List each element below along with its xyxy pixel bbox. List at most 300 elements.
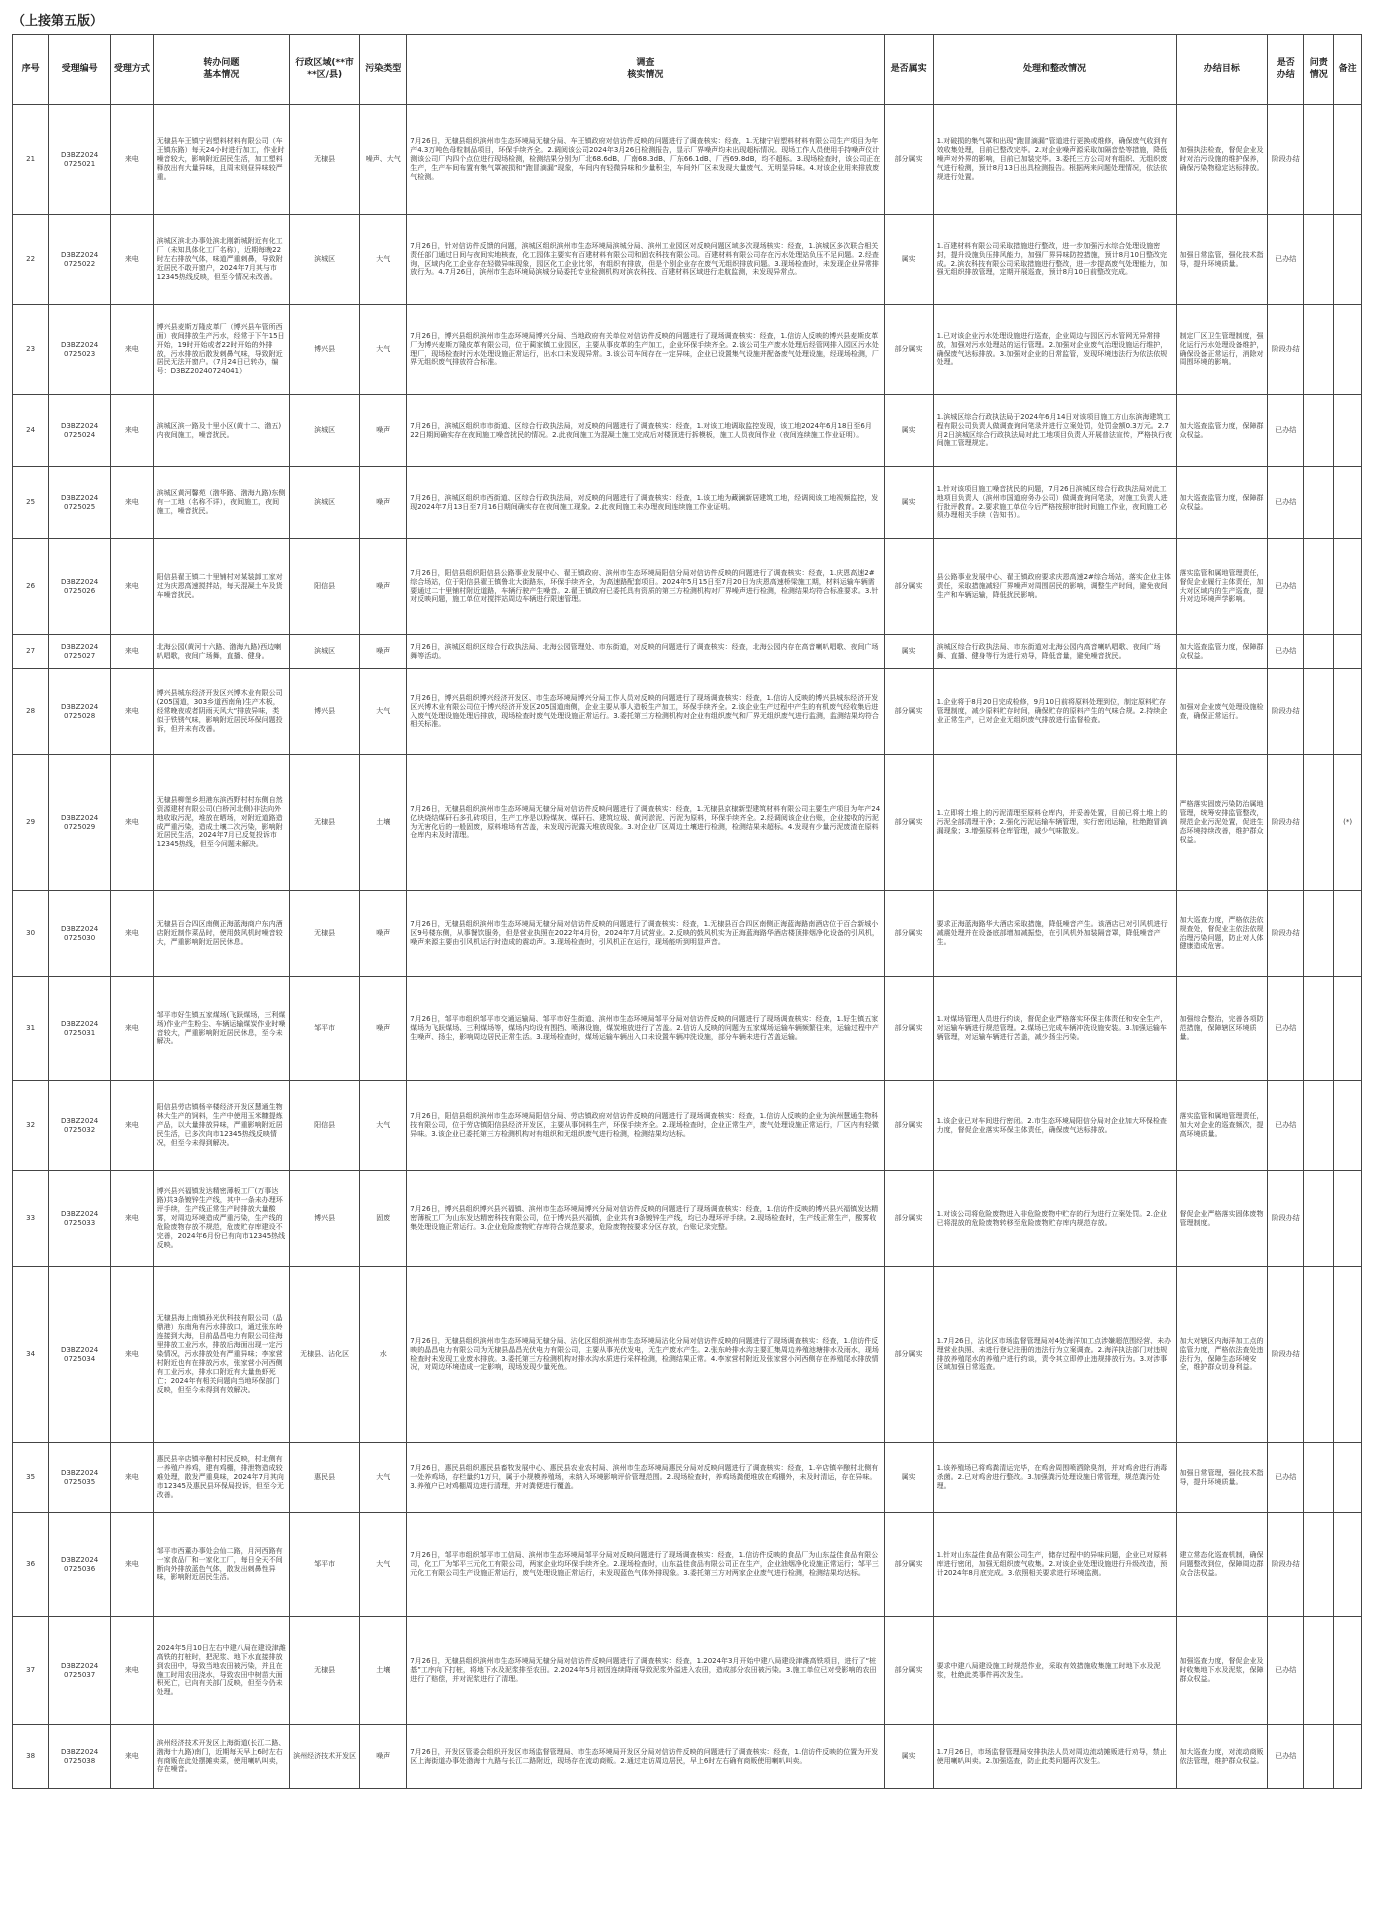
- cell-goal: [1176, 467, 1268, 539]
- cell-case-id-text: D3BZ2024 0725036: [60, 1555, 99, 1573]
- cell-case-id-text: D3BZ2024 0725032: [60, 1116, 99, 1134]
- cell-measures-text: 1.该养殖场已将鸡粪清运完毕，在鸡舍周围喷洒除臭剂，并对鸡舍进行消毒杀菌。2.已对鸡舍进行整改。3.加强粪污处理设施日常管理，规范粪污处理。: [936, 1464, 1168, 1490]
- cell-accountability: [1304, 395, 1334, 467]
- cell-method: [111, 977, 154, 1081]
- cell-pollution: [360, 395, 407, 467]
- cell-note: [1334, 1267, 1362, 1443]
- table-row: [13, 467, 1362, 539]
- cell-case-id-text: D3BZ2024 0725037: [60, 1661, 99, 1679]
- header-verified: 是否属实: [884, 35, 933, 105]
- cell-verified: [884, 977, 933, 1081]
- cell-no: [13, 1725, 49, 1789]
- cell-verified-text: 部分属实: [894, 1024, 923, 1033]
- cell-case-id: [49, 1617, 111, 1725]
- cell-measures-text: 1.针对山东益佳食品有限公司生产，储存过程中的异味问题，企业已对原料库进行密闭，加强无组织废气收集。2.对该企业处理设施进行升级改造，预计2024年8月底完成。3.依照相关要求进行环境监测。: [936, 1551, 1168, 1577]
- cell-method-text: 来电: [124, 1560, 139, 1569]
- cell-region-text: 无棣县: [314, 929, 336, 938]
- cell-measures: [933, 1513, 1176, 1617]
- cell-verified: [884, 1617, 933, 1725]
- cell-measures-text: 1.立即将土堆上的污泥清理至原料仓库内，并妥善处置，目前已将土堆上的污泥全部清理干净；2.强化污泥运输车辆管理，实行密闭运输，杜绝跑冒滴漏现象；3.增强原料仓库管理，减少气味散发。: [936, 809, 1168, 835]
- cell-verified-text: 属实: [901, 1752, 916, 1761]
- cell-problem-text: 阳信县翟王镇二十里铺村对某装卸工家对过为庆恩高速搅拌站，每天混凝土车及货车噪音扰民。: [156, 573, 283, 599]
- cell-problem: [153, 1617, 289, 1725]
- cell-verified-text: 属实: [901, 255, 916, 264]
- cell-measures-text: 1.7月26日，沾化区市场监督管理局对4处海洋加工点涉嫌超范围经营、未办理营业执照、未进行登记注册的违法行为立案调查。2.海洋执法部门对违规排放养殖尾水的养殖户进行约谈，责令其立即停止违规排放行为。3.对涉事区域加强日常巡查。: [936, 1336, 1172, 1372]
- cell-no: [13, 1443, 49, 1513]
- cell-no-text: 24: [26, 426, 36, 435]
- cell-note: [1334, 305, 1362, 395]
- cell-case-id-text: D3BZ2024 0725027: [60, 642, 99, 660]
- cell-goal: [1176, 305, 1268, 395]
- cell-survey: [407, 1513, 884, 1617]
- cell-case-id: [49, 539, 111, 635]
- cell-no: [13, 305, 49, 395]
- cell-survey-text: 7月26日，无棣县组织滨州市生态环境局无棣分局对信访件反映问题进行了调查核实：经查，1.2024年3月开始中建八局建设津潍高铁项目，进行了“桩基”工序向下打桩，将地下水及泥浆排至农田。2.2024年5月初因连续降雨导致泥浆外溢进入农田，造成部分农田被污染。3.施工单位已对受影响的农田进行了赔偿，并对泥浆进行了清理。: [410, 1657, 877, 1683]
- cell-case-id: [49, 1513, 111, 1617]
- cell-method-text: 来电: [124, 498, 139, 507]
- cell-goal: [1176, 1267, 1268, 1443]
- cell-no: [13, 669, 49, 755]
- header-note: 备注: [1334, 35, 1362, 105]
- cell-measures: [933, 539, 1176, 635]
- cell-case-id-text: D3BZ2024 0725030: [60, 924, 99, 942]
- cell-verified-text: 属实: [901, 1473, 916, 1482]
- cell-pollution-text: 水: [379, 1350, 387, 1359]
- cell-problem: [153, 395, 289, 467]
- cell-accountability: [1304, 215, 1334, 305]
- cell-verified-text: 属实: [901, 498, 916, 507]
- cell-measures-text: 1.该企业已对车间进行密闭。2.市生态环境局阳信分局对企业加大环保检查力度，督促企业落实环保主体责任，确保废气达标排放。: [936, 1116, 1167, 1134]
- cell-survey: [407, 1443, 884, 1513]
- header-no: 序号: [13, 35, 49, 105]
- cell-closed: [1268, 891, 1304, 977]
- cell-no-text: 37: [26, 1666, 36, 1675]
- cell-case-id-text: D3BZ2024 0725025: [60, 493, 99, 511]
- table-row: [13, 891, 1362, 977]
- cell-goal-text: 严格落实固废污染防治属地管理，统筹安排监管整改，规范企业污泥处置，促进生态环境持续改善，维护群众权益。: [1179, 800, 1264, 844]
- cell-accountability: [1304, 467, 1334, 539]
- cell-method-text: 来电: [124, 582, 139, 591]
- header-measures: 处理和整改情况: [933, 35, 1176, 105]
- cell-pollution-text: 噪声: [376, 929, 391, 938]
- cell-closed: [1268, 1725, 1304, 1789]
- cell-problem-text: 2024年5月10日左右中建八局在建设津潍高铁的打桩时，把泥浆、地下水直接排放到农田中，导致当地农田被污染，并且在施工时用农田浇水，导致农田中树苗大面积死亡，已向有关部门反映，但至今仍未处理。: [156, 1643, 286, 1697]
- header-goal: 办结目标: [1176, 35, 1268, 105]
- cell-no-text: 30: [26, 929, 36, 938]
- cell-region: [290, 669, 360, 755]
- cell-goal: [1176, 1443, 1268, 1513]
- cell-measures: [933, 1171, 1176, 1267]
- cell-no: [13, 539, 49, 635]
- cell-problem: [153, 755, 289, 891]
- cell-method-text: 来电: [124, 647, 139, 656]
- cell-case-id: [49, 1171, 111, 1267]
- cell-note: [1334, 395, 1362, 467]
- cell-no-text: 38: [26, 1752, 36, 1761]
- table-row: [13, 305, 1362, 395]
- cell-survey: [407, 1171, 884, 1267]
- cell-pollution: [360, 105, 407, 215]
- cell-no: [13, 1171, 49, 1267]
- cell-method: [111, 1513, 154, 1617]
- cell-problem: [153, 635, 289, 669]
- table-row: [13, 977, 1362, 1081]
- header-accountability: 问责 情况: [1304, 35, 1334, 105]
- cell-problem-text: 滨城区黄河馨苑（渤华路、渤海九路)东侧有一工地（名称不详），夜间施工，夜间施工，噪音扰民。: [156, 489, 286, 515]
- cell-closed: [1268, 539, 1304, 635]
- cell-closed-text: 已办结: [1275, 582, 1297, 591]
- header-method: 受理方式: [111, 35, 154, 105]
- cell-measures-text: 要求中建八局建设施工时规范作业，采取有效措施收集施工时地下水及泥浆，杜绝此类事件再次发生。: [936, 1661, 1161, 1679]
- cell-method: [111, 305, 154, 395]
- cell-pollution: [360, 539, 407, 635]
- cell-accountability: [1304, 105, 1334, 215]
- cell-measures: [933, 755, 1176, 891]
- cell-note-text: (*): [1343, 818, 1353, 827]
- cell-method-text: 来电: [124, 255, 139, 264]
- cell-verified-text: 部分属实: [894, 1121, 923, 1130]
- cell-problem-text: 无棣县海上南镇孙光伏科技有限公司（晶鼎港）东南角有污水排放口，通过张东岭连接到大海，目前晶昌电力有限公司往海里排放工业污水，排放后海面出现一定污染情况，污水排放处有严重异味；李家营村附近也有在排放污水，张家营小河西侧有工业污水，排水口附近有大量鱼虾死亡；2024年有相关问题向当地环保部门反映，但至今未得到有效解决。: [156, 1314, 283, 1394]
- cell-survey: [407, 1725, 884, 1789]
- cell-closed-text: 阶段办结: [1271, 345, 1300, 354]
- cell-verified-text: 部分属实: [894, 1214, 923, 1223]
- cell-case-id-text: D3BZ2024 0725026: [60, 577, 99, 595]
- cell-measures-text: 滨城区综合行政执法局、市东街道对北海公园内高音喇叭唱歌、夜间广场舞、直播、健身等行为进行劝导，降低音量，避免噪音扰民。: [936, 642, 1161, 660]
- cell-verified: [884, 1081, 933, 1171]
- cell-goal-text: 加大巡查监管力度，保障群众权益。: [1179, 642, 1264, 660]
- cell-survey-text: 7月26日，博兴县组织滨州市生态环境局博兴分局、当地政府有关单位对信访件反映的问题进行了现场调查核实：经查，1.信访人反映的博兴县麦斯皮革厂为博兴麦斯万隆皮革有限公司，位于蔺家镇工业园区，主要从事皮革的生产加工，企业环保手续齐全。2.该公司生产废水处理后经管网排入园区污水处理厂，现场检查时污水处理设施正常运行，出水口未发现异常。3.该公司车间存在一定异味，企业已设置集气设施并配备废气处理设施，经现场检测，厂界无组织废气排放符合标准。: [410, 331, 879, 367]
- cell-goal-text: 督促企业严格落实固体废物管理制度。: [1179, 1209, 1264, 1227]
- complaint-table: [12, 34, 1362, 1789]
- cell-pollution: [360, 891, 407, 977]
- cell-case-id-text: D3BZ2024 0725031: [60, 1019, 99, 1037]
- cell-case-id-text: D3BZ2024 0725022: [60, 250, 99, 268]
- cell-survey: [407, 215, 884, 305]
- cell-no-text: 27: [26, 647, 36, 656]
- cell-pollution-text: 噪声: [376, 582, 391, 591]
- cell-closed-text: 已办结: [1275, 1752, 1297, 1761]
- cell-verified-text: 属实: [901, 426, 916, 435]
- table-row: [13, 1725, 1362, 1789]
- cell-closed: [1268, 1443, 1304, 1513]
- cell-goal: [1176, 1081, 1268, 1171]
- cell-goal-text: 加大巡查力度，严格依法依规查处，督促业主依法依规治理污染问题，防止对人体健康造成危害。: [1179, 915, 1264, 951]
- cell-survey-text: 7月26日，邹平市组织邹平市交通运输局、邹平市好生街道、滨州市生态环境局邹平分局对信访件反映的问题进行了现场调查核实：经查，1.好生镇五家煤场为飞跃煤场、三利煤场等，煤场内均设有围挡、喷淋设施，煤炭堆放进行了苫盖。2.信访人反映的问题为五家煤场运输车辆频繁往来，运输过程中产生噪声、扬尘，影响周边居民正常生活。3.现场检查时，煤场运输车辆出入口未设置车辆冲洗设施，部分车辆未进行苫盖运输。: [410, 1015, 879, 1041]
- cell-pollution-text: 噪声: [376, 498, 391, 507]
- cell-goal-text: 加强巡查力度，督促企业及时收集地下水及泥浆，保障群众权益。: [1179, 1657, 1264, 1683]
- cell-survey-text: 7月26日，滨城区组织市市街道、区综合行政执法局，对反映的问题进行了调查核实：经查，1.对该工地调取监控发现，该工地2024年6月18日至6月22日期间确实存在夜间施工噪音扰民的情况。2.此夜间施工为混凝土施工完成后对楼顶进行拆模板，施工人员夜间作业（夜间连续施工作业证明）。: [410, 421, 872, 439]
- cell-no-text: 26: [26, 582, 36, 591]
- cell-goal-text: 加强综合整治，完善各项防范措施，保障辖区环境质量。: [1179, 1015, 1264, 1041]
- cell-measures-text: 1.针对该项目施工噪音扰民的问题，7月26日滨城区综合行政执法局对此工地项目负责人（滨州市国道府务办公司）做调查询问笔录，对施工负责人进行批评教育。2.要求施工单位今后严格按照审批时间施工作业，夜间施工必须办理相关手续（告知书）。: [936, 484, 1168, 520]
- cell-method: [111, 1617, 154, 1725]
- cell-pollution-text: 大气: [376, 255, 391, 264]
- cell-region-text: 博兴县: [314, 345, 336, 354]
- cell-goal: [1176, 1617, 1268, 1725]
- cell-measures: [933, 105, 1176, 215]
- cell-problem: [153, 105, 289, 215]
- cell-case-id: [49, 1081, 111, 1171]
- cell-measures: [933, 1617, 1176, 1725]
- cell-method: [111, 539, 154, 635]
- cell-case-id-text: D3BZ2024 0725029: [60, 813, 99, 831]
- cell-accountability: [1304, 1081, 1334, 1171]
- cell-goal-text: 加强日常管理，强化技术指导，提升环境质量。: [1179, 1468, 1264, 1486]
- cell-closed: [1268, 755, 1304, 891]
- cell-region-text: 博兴县: [314, 1214, 336, 1223]
- table-row: [13, 1513, 1362, 1617]
- cell-problem: [153, 215, 289, 305]
- cell-pollution: [360, 1171, 407, 1267]
- cell-method: [111, 1081, 154, 1171]
- cell-survey: [407, 891, 884, 977]
- cell-closed: [1268, 1513, 1304, 1617]
- cell-case-id: [49, 1725, 111, 1789]
- cell-method: [111, 635, 154, 669]
- cell-closed: [1268, 1267, 1304, 1443]
- cell-problem-text: 博兴县城东经济开发区兴博木业有限公司(205国道，303乡道西南角)生产木板，经常晚夜或者阴雨天风大“排放异味，类似于铁锈气味，影响附近居民环保问题投诉，但并未有改善。: [156, 689, 283, 733]
- cell-verified: [884, 467, 933, 539]
- cell-note: [1334, 1617, 1362, 1725]
- cell-closed: [1268, 105, 1304, 215]
- cell-verified-text: 部分属实: [894, 155, 923, 164]
- cell-case-id: [49, 467, 111, 539]
- cell-survey-text: 7月26日，无棣县组织滨州市生态环境局无棣分局对信访件反映问题进行了调查核实：经查，1.无棣县京棣新型建筑材料有限公司主要生产项目为年产24亿块烧结煤矸石多孔砖项目，生产工序是以粉煤灰、煤矸石、建筑垃圾、黄河淤泥、污泥为原料，环保手续齐全。2.经调阅该企业台账，企业接收的污泥为无害化后的一般固废，原料堆场有苫盖，未发现污泥露天堆放现象。3.对企业厂区周边土壤进行检测，检测结果未超标。4.发现有少量污泥废渣在原料仓库内未及时清理。: [410, 804, 881, 840]
- cell-case-id: [49, 635, 111, 669]
- cell-closed-text: 已办结: [1275, 1121, 1297, 1130]
- cell-problem: [153, 1513, 289, 1617]
- cell-closed: [1268, 467, 1304, 539]
- cell-measures: [933, 1443, 1176, 1513]
- cell-case-id-text: D3BZ2024 0725024: [60, 421, 99, 439]
- cell-survey: [407, 1081, 884, 1171]
- cell-pollution-text: 噪声: [376, 1024, 391, 1033]
- table-row: [13, 1443, 1362, 1513]
- cell-measures: [933, 1081, 1176, 1171]
- cell-closed: [1268, 1081, 1304, 1171]
- cell-region: [290, 635, 360, 669]
- cell-measures: [933, 977, 1176, 1081]
- cell-method-text: 来电: [124, 155, 139, 164]
- cell-verified-text: 部分属实: [894, 1666, 923, 1675]
- cell-measures: [933, 1267, 1176, 1443]
- cell-verified-text: 部分属实: [894, 707, 923, 716]
- cell-closed-text: 已办结: [1275, 1666, 1297, 1675]
- table-row: [13, 1617, 1362, 1725]
- cell-method: [111, 467, 154, 539]
- cell-case-id: [49, 669, 111, 755]
- table-row: [13, 1171, 1362, 1267]
- cell-note: [1334, 105, 1362, 215]
- cell-no-text: 36: [26, 1560, 36, 1569]
- cell-closed-text: 已办结: [1275, 426, 1297, 435]
- cell-verified: [884, 215, 933, 305]
- cell-problem-text: 无棣县车王镇宁岩塑料材料有限公司（车王镇东路）每天24小时进行加工，作业时噪音较大，影响附近居民生活，加工塑料释放出有大量异味，且周末则昼异味较严重。: [156, 137, 285, 181]
- cell-no-text: 22: [26, 255, 36, 264]
- cell-closed: [1268, 1617, 1304, 1725]
- cell-survey: [407, 1267, 884, 1443]
- cell-case-id: [49, 305, 111, 395]
- cell-case-id: [49, 1267, 111, 1443]
- cell-verified-text: 部分属实: [894, 1560, 923, 1569]
- cell-goal-text: 加强对企业废气处理设施检查，确保正常运行。: [1179, 702, 1264, 720]
- cell-survey-text: 7月26日，阳信县组织阳信县公路事业发展中心、翟王镇政府、滨州市生态环境局阳信分局对信访件反映的问题进行了调查核实：经查，1.庆恩高速2#综合场站，位于阳信县翟王镇鲁北大街路东，环保手续齐全，为高速路配套项目。2024年5月15日至7月20日为庆恩高速桥梁施工期，材料运输车辆需要通过二十里铺村附近道路，车辆行驶产生噪音。2.翟王镇政府已委托具有资质的第三方检测机构对厂界噪声进行检测，检测结果均符合标准要求。3.针对反映问题，施工单位对搅拌站周边车辆进行限速管理。: [410, 568, 879, 604]
- cell-case-id: [49, 1443, 111, 1513]
- cell-pollution-text: 土壤: [376, 818, 391, 827]
- cell-problem-text: 邹平市好生镇五家煤场(飞跃煤场，三利煤场)作业产生粉尘、车辆运输煤炭作业时噪音较大，严重影响附近居民休息，至今未解决。: [156, 1010, 286, 1046]
- cell-case-id-text: D3BZ2024 0725033: [60, 1209, 99, 1227]
- cell-method: [111, 215, 154, 305]
- cell-note: [1334, 755, 1362, 891]
- cell-pollution-text: 固废: [376, 1214, 391, 1223]
- cell-method-text: 来电: [124, 1214, 139, 1223]
- cell-closed-text: 阶段办结: [1271, 929, 1300, 938]
- cell-closed-text: 阶段办结: [1271, 155, 1300, 164]
- cell-verified: [884, 1267, 933, 1443]
- cell-note: [1334, 1725, 1362, 1789]
- cell-problem-text: 无棣县柳堡乡坦港东滨西野村村东侧自然资源建材有限公司(白桥河北侧)非法向外地收取污泥，堆放在晒场，对附近道路造成严重污染，造成土壤二次污染，影响附近居民生活，2024年7月已反复投诉市12345热线，但至今问题未解决。: [156, 795, 283, 849]
- cell-goal: [1176, 977, 1268, 1081]
- cell-pollution-text: 土壤: [376, 1666, 391, 1675]
- cell-region: [290, 1267, 360, 1443]
- cell-accountability: [1304, 1513, 1334, 1617]
- cell-region-text: 无棣县: [314, 818, 336, 827]
- cell-pollution: [360, 305, 407, 395]
- cell-closed-text: 阶段办结: [1271, 818, 1300, 827]
- cell-closed-text: 阶段办结: [1271, 1350, 1300, 1359]
- cell-note: [1334, 669, 1362, 755]
- cell-survey-text: 7月26日，阳信县组织滨州市生态环境局阳信分局、劳店镇政府对信访件反映的问题进行了现场调查核实：经查，1.信访人反映的企业为滨州慧通生物科技有限公司，位于劳店镇阳信县经济开发区，主要从事饲料生产，环保手续齐全。2.现场检查时，企业正常生产，废气处理设施正常运行，厂区内有轻微异味。3.该企业已委托第三方检测机构对有组织和无组织废气进行检测，检测结果均达标。: [410, 1112, 879, 1138]
- cell-region-text: 无棣县、沾化区: [300, 1350, 350, 1359]
- cell-region-text: 无棣县: [314, 1666, 336, 1675]
- cell-case-id-text: D3BZ2024 0725021: [60, 150, 99, 168]
- cell-pollution: [360, 1267, 407, 1443]
- table-header-row: [13, 35, 1362, 105]
- cell-measures: [933, 395, 1176, 467]
- cell-no-text: 31: [26, 1024, 36, 1033]
- cell-note: [1334, 215, 1362, 305]
- cell-goal: [1176, 395, 1268, 467]
- cell-verified: [884, 1513, 933, 1617]
- cell-pollution-text: 噪声、大气: [365, 155, 401, 164]
- cell-method-text: 来电: [124, 426, 139, 435]
- cell-problem-text: 惠民县辛店镇辛酿村村民反映，村北侧有一养殖户养鸡，建有鸡棚，排泄物造成较难处理，散发严重臭味，2024年7月其向市12345及惠民县环保局投诉，但至今无改善。: [156, 1455, 284, 1499]
- cell-method-text: 来电: [124, 1121, 139, 1130]
- cell-method-text: 来电: [124, 345, 139, 354]
- cell-no: [13, 1513, 49, 1617]
- cell-closed: [1268, 1171, 1304, 1267]
- cell-measures-text: 1.7月26日，市场监督管理局安排执法人员对周边流动摊贩进行劝导，禁止使用喇叭叫卖。2.加强巡查，防止此类问题再次发生。: [936, 1747, 1167, 1765]
- cell-verified-text: 部分属实: [894, 582, 923, 591]
- cell-survey: [407, 305, 884, 395]
- continued-from-label: （上接第五版）: [12, 14, 104, 29]
- cell-measures: [933, 305, 1176, 395]
- cell-closed: [1268, 635, 1304, 669]
- cell-goal: [1176, 635, 1268, 669]
- cell-measures: [933, 891, 1176, 977]
- cell-goal: [1176, 1725, 1268, 1789]
- cell-no: [13, 977, 49, 1081]
- cell-verified-text: 属实: [901, 647, 916, 656]
- cell-problem-text: 滨城区滨一路及十里小区(黄十二、渤五)内夜间施工，噪音扰民。: [156, 421, 282, 439]
- cell-problem: [153, 1171, 289, 1267]
- cell-survey-text: 7月26日，无棣县组织滨州市生态环境局无棣分局、沾化区组织滨州市生态环境局沾化分局对信访件反映的问题进行了现场调查核实：经查，1.信访件反映的晶昌电力有限公司为无棣县晶昌光伏电力有限公司，主要从事光伏发电，无生产废水产生。2.张东岭排水沟主要汇集周边养殖池塘排水及雨水，现场检查时未发现工业废水排放。3.委托第三方检测机构对排水沟水质进行采样检测，检测结果正常。4.李家营村附近及张家营小河西侧存在养殖尾水排放情况，对周边环境造成一定影响，现场发现少量死鱼。: [410, 1336, 879, 1372]
- cell-problem: [153, 539, 289, 635]
- cell-pollution-text: 噪声: [376, 647, 391, 656]
- cell-method: [111, 669, 154, 755]
- cell-problem: [153, 669, 289, 755]
- cell-accountability: [1304, 977, 1334, 1081]
- cell-case-id: [49, 215, 111, 305]
- cell-closed-text: 已办结: [1275, 647, 1297, 656]
- cell-no-text: 32: [26, 1121, 36, 1130]
- cell-problem-text: 滨州经济技术开发区上海街道(长江二路、渤海十九路)南门，近期每天早上6时左右有商贩在此处摆摊卖菜，使用喇叭叫卖，存在噪音。: [156, 1738, 286, 1774]
- cell-region-text: 邹平市: [314, 1560, 336, 1569]
- table-row: [13, 215, 1362, 305]
- cell-goal: [1176, 539, 1268, 635]
- cell-goal-text: 加强日常监管，强化技术指导，提升环境质量。: [1179, 250, 1264, 268]
- cell-problem: [153, 1443, 289, 1513]
- cell-accountability: [1304, 755, 1334, 891]
- cell-survey: [407, 977, 884, 1081]
- cell-method: [111, 105, 154, 215]
- cell-region: [290, 1171, 360, 1267]
- cell-no: [13, 1267, 49, 1443]
- cell-goal-text: 加大对辖区内海洋加工点的监管力度，严格依法查处违法行为，保障生态环境安全，维护群众切身利益。: [1179, 1336, 1264, 1372]
- cell-no: [13, 105, 49, 215]
- cell-measures: [933, 669, 1176, 755]
- cell-goal: [1176, 1171, 1268, 1267]
- cell-measures-text: 1.企业将于8月20日完成检修，9月10日前将原料处理到位，制定原料贮存管理制度，减少原料贮存时间，确保贮存的原料产生的气味合规。2.持续企业正常生产，已对企业无组织废气排放进行监督检查。: [936, 698, 1168, 724]
- cell-method: [111, 1267, 154, 1443]
- cell-verified: [884, 891, 933, 977]
- cell-no-text: 29: [26, 818, 36, 827]
- cell-pollution: [360, 669, 407, 755]
- cell-verified: [884, 669, 933, 755]
- cell-pollution: [360, 1725, 407, 1789]
- cell-measures-text: 要求正海蓝海路华大酒店采取措施，降低噪音产生。该酒店已对引风机进行减震处理并在设备底部增加减振垫，在引风机外加装隔音罩，降低噪音产生。: [936, 920, 1168, 946]
- cell-method-text: 来电: [124, 707, 139, 716]
- cell-pollution-text: 大气: [376, 1121, 391, 1130]
- cell-method: [111, 1443, 154, 1513]
- cell-problem: [153, 1081, 289, 1171]
- cell-no-text: 34: [26, 1350, 36, 1359]
- cell-problem-text: 邹平市西董办事处会仙二路，月河西路有一家食品厂和一家化工厂，每日全天不间断向外排放蓝色气体，散发出刺鼻性异味，影响附近居民生活。: [156, 1546, 283, 1582]
- cell-survey-text: 7月26日，邹平市组织邹平市工信局、滨州市生态环境局邹平分局对反映问题进行了现场调查核实：经查，1.信访件反映的食品厂为山东益佳食品有限公司，化工厂为邹平三元化工有限公司，两家企业均环保手续齐全。2.现场检查时，山东益佳食品有限公司正在生产，企业油烟净化设施正常运行；邹平三元化工有限公司生产设施正常运行，废气处理设施正常运行，未发现蓝色气体外排现象。3.委托第三方对两家企业废气进行检测，检测结果均达标。: [410, 1551, 879, 1577]
- cell-no-text: 28: [26, 707, 36, 716]
- table-row: [13, 755, 1362, 891]
- cell-pollution-text: 大气: [376, 1473, 391, 1482]
- cell-case-id: [49, 395, 111, 467]
- cell-method: [111, 891, 154, 977]
- cell-region: [290, 1443, 360, 1513]
- cell-no: [13, 215, 49, 305]
- cell-case-id: [49, 977, 111, 1081]
- cell-goal: [1176, 1513, 1268, 1617]
- cell-closed-text: 已办结: [1275, 255, 1297, 264]
- cell-closed: [1268, 669, 1304, 755]
- cell-survey-text: 7月26日，滨城区组织市西街道、区综合行政执法局，对反映的问题进行了调查核实：经查，1.该工地为藏澜新居建筑工地，经调阅该工地视频监控，发现2024年7月13日至7月16日期间确实存在夜间施工现象。2.此夜间施工未办理夜间连续施工作业证明。: [410, 493, 879, 511]
- cell-pollution: [360, 755, 407, 891]
- cell-verified: [884, 395, 933, 467]
- cell-note: [1334, 1171, 1362, 1267]
- cell-method-text: 来电: [124, 1350, 139, 1359]
- cell-survey-text: 7月26日，开发区管委会组织开发区市场监督管理局、市生态环境局开发区分局对信访件反映的问题进行了调查核实：经查，1.信访件反映的位置为开发区上海街道办事处渤海十九路与长江二路附近，现场存在流动商贩。2.通过走访周边居民，早上6时左右确有商贩使用喇叭叫卖。: [410, 1747, 879, 1765]
- cell-measures-text: 1.对该公司将危险废物进入非危险废物中贮存的行为进行立案处罚。2.企业已将混放的危险废物转移至危险废物贮存库内规范存放。: [936, 1209, 1167, 1227]
- cell-problem: [153, 1267, 289, 1443]
- cell-measures-text: 1.已对该企业污水处理设施进行巡查，企业周边与园区污水管网无异常排放，加强对污水处理站的运行管理。2.加强对企业废气治理设施运行维护，确保废气达标排放。3.加强对企业的日常监管，发现环境违法行为依法依规处理。: [936, 331, 1168, 367]
- cell-verified-text: 部分属实: [894, 1350, 923, 1359]
